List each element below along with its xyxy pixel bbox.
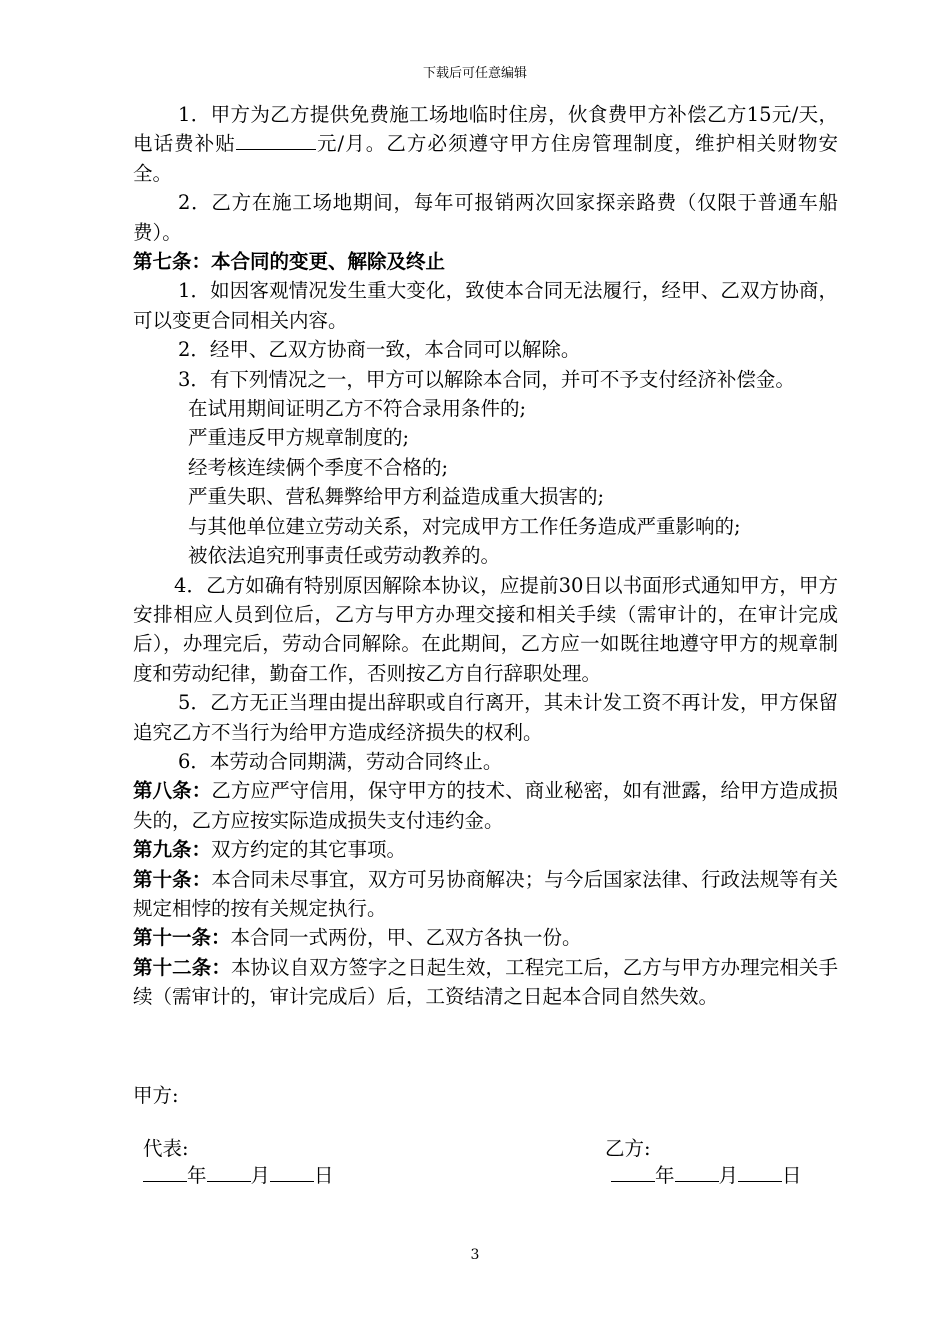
list-item: 经考核连续俩个季度不合格的;	[188, 455, 449, 479]
month-blank	[675, 1161, 719, 1182]
clause-6-1: 1．甲方为乙方提供免费施工场地临时住房，伙食费甲方补偿乙方15元/天，电话费补贴 元/月。乙方必须遵守甲方住房管理制度，维护相关财物安全。	[133, 103, 838, 185]
clause-7-1: 1．如因客观情况发生重大变化，致使本合同无法履行，经甲、乙双方协商，可以变更合同相关内容。	[133, 279, 838, 332]
party-a-date: 年 月 日	[143, 1160, 334, 1188]
article-7-title: 第七条：本合同的变更、解除及终止	[133, 250, 446, 274]
list-item: 被依法追究刑事责任或劳动教养的。	[188, 544, 501, 568]
page-number: 3	[470, 1247, 480, 1263]
clause-7-5: 5．乙方无正当理由提出辞职或自行离开，其未计发工资不再计发，甲方保留追究乙方不当行为给甲方造成经济损失的权利。	[133, 691, 838, 744]
list-item: 严重失职、营私舞弊给甲方利益造成重大损害的;	[188, 485, 605, 509]
article-11: 第十一条：本合同一式两份，甲、乙双方各执一份。	[133, 926, 582, 950]
month-blank	[207, 1161, 251, 1182]
article-11-label: 第十一条：	[133, 926, 231, 950]
day-blank	[738, 1161, 782, 1182]
clause-7-4: 4．乙方如确有特别原因解除本协议，应提前30日以书面形式通知甲方，甲方安排相应人员到位后，乙方与甲方办理交接和相关手续（需审计的，在审计完成后），办理完后，劳动合同解除。在此期间，乙方应一如既往地遵守甲方的规章制度和劳动纪律，勤奋工作，否则按乙方自行辞职处理。	[133, 573, 838, 685]
clause-6-2: 2．乙方在施工场地期间，每年可报销两次回家探亲路费（仅限于普通车船费）。	[133, 191, 838, 244]
contract-body	[133, 100, 838, 1012]
year-blank	[143, 1161, 187, 1182]
article-9: 第九条：双方约定的其它事项。	[133, 838, 407, 862]
day-blank	[270, 1161, 314, 1182]
party-b-date: 年 月 日	[611, 1160, 802, 1188]
list-item: 在试用期间证明乙方不符合录用条件的;	[188, 397, 527, 421]
representative-label: 代表:	[143, 1137, 189, 1160]
article-12-label: 第十二条：	[133, 955, 231, 979]
party-b-label: 乙方:	[605, 1137, 651, 1160]
article-9-label: 第九条：	[133, 838, 212, 862]
year-blank	[611, 1161, 655, 1182]
clause-7-3: 3．有下列情况之一，甲方可以解除本合同，并可不予支付经济补偿金。	[178, 367, 795, 391]
clause-7-6: 6．本劳动合同期满，劳动合同终止。	[178, 749, 503, 773]
clause-7-2: 2．经甲、乙双方协商一致，本合同可以解除。	[178, 338, 581, 362]
list-item: 严重违反甲方规章制度的;	[188, 426, 410, 450]
list-item: 与其他单位建立劳动关系，对完成甲方工作任务造成严重影响的;	[188, 514, 741, 538]
article-10-label: 第十条：	[133, 867, 212, 891]
termination-conditions-list	[133, 394, 838, 570]
article-8: 第八条：乙方应严守信用，保守甲方的技术、商业秘密，如有泄露，给甲方造成损失的，乙方应按实际造成损失支付违约金。	[133, 779, 838, 832]
article-10: 第十条：本合同未尽事宜，双方可另协商解决；与今后国家法律、行政法规等有关规定相悖的按有关规定执行。	[133, 867, 838, 920]
article-12: 第十二条：本协议自双方签字之日起生效，工程完工后，乙方与甲方办理完相关手续（需审计的，审计完成后）后，工资结清之日起本合同自然失效。	[133, 955, 838, 1009]
article-8-label: 第八条：	[133, 779, 212, 803]
party-a-label: 甲方:	[133, 1084, 179, 1107]
phone-allowance-blank	[236, 129, 316, 150]
page-header: 下载后可任意编辑	[422, 66, 527, 81]
